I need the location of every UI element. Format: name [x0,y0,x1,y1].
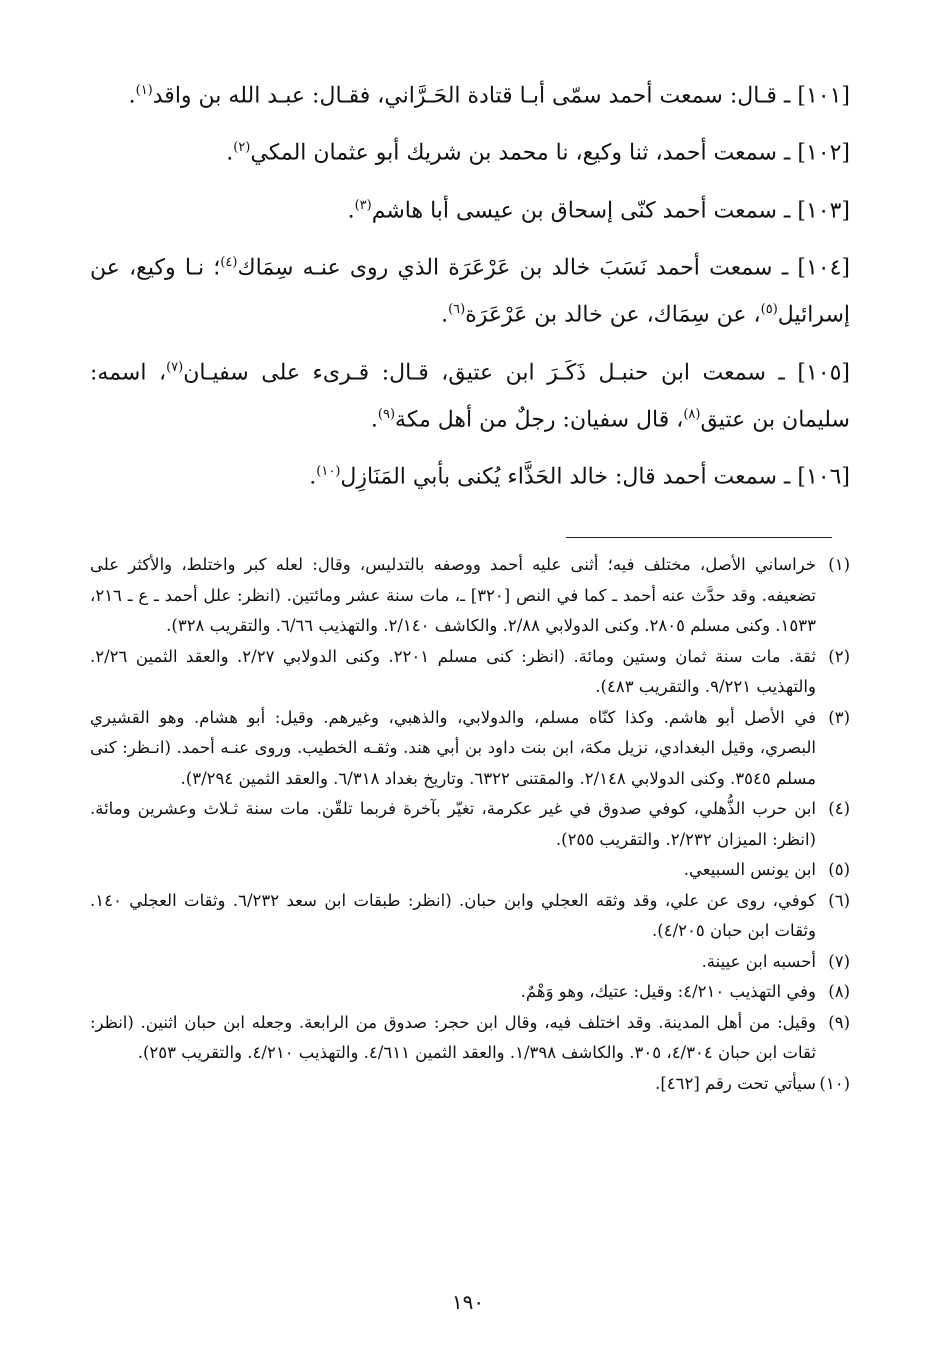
entry-end: . [128,83,136,109]
footnote-marker: (٤) [828,799,850,818]
footnote-ref[interactable]: (١٠) [316,464,341,480]
footnote-marker: (٩) [828,1012,850,1032]
footnote [90,550,850,642]
footnote-text: وفي التهذيب ٤/٢١٠: وقيل: عتيك، وهو وَهْمٌ. [520,982,816,1001]
footnote [90,794,850,855]
entry-number: [١٠٣] [797,197,850,223]
footnote [90,947,850,978]
footnote-text: خراساني الأصل، مختلف فيه؛ أثنى عليه أحمد ووصفه بالتدليس، وقال: لعله كبر واختلط، والأكثر على تضعيفه. وقد حدَّث عنه أحمد ـ كما في النص [٣٢٠] ـ، مات سنة عشر ومائتين. (انظر: علل أحمد ـ ع ـ ٢١٦، ١٥٣٣. وكنى مسلم ٢٨٠٥. وكنى الدولابي ٢/٨٨. والكاشف ٢/١٤٠. والتهذيب ٦/٦٦. والتقريب ٣٢٨). [90,555,816,635]
footnote [90,855,850,886]
page-number: ١٩٠ [451,1290,485,1314]
footnote-text: في الأصل أبو هاشم. وكذا كنّاه مسلم، والدولابي، والذهبي، وغيرهم. وقيل: أبو هشام. وهو القشيري البصري، وقيل البغدادي، نزيل مكة، ابن بنت داود بن أبي هند. وثقـه الخطيب. وروى عنـه أحمد. (انـظر: كنى مسلم ٣٥٤٥. وكنى الدولابي ٢/١٤٨. والمقتنى ٦٣٢٢. وتاريخ بغداد ٦/٣١٨. والعقد الثمين ٣/٢٩٤). [90,707,816,788]
entry-text: ـ سمعت أحمد، ثنا وكيع، نا محمد بن شريك أبو عثمان المكي [250,140,798,166]
entry-text: ـ سمعت أحمد نَسَبَ خالد بن عَرْعَرَة الذي روى عنـه سِمَاك [237,255,798,281]
footnote-ref[interactable]: (٣) [354,197,372,213]
footnote-ref[interactable]: (٧) [166,359,184,375]
footnote-ref[interactable]: (٤) [220,254,238,270]
entry-end: . [441,302,449,328]
main-text [90,70,850,509]
entry-end: . [347,197,355,223]
footnote-text: ابن يونس السبيعي. [683,860,816,879]
entry-number: [١٠٢] [797,140,850,166]
footnote [90,1069,850,1100]
footnote-marker: (٦) [828,890,850,910]
footnote-marker: (٨) [828,982,850,1001]
entry-number: [١٠١] [797,83,850,109]
footnote-marker: (١٠) [819,1073,850,1093]
entry-number: [١٠٦] [797,464,850,490]
footnote-marker: (٢) [828,646,850,666]
footnote-text: ثقة. مات سنة ثمان وستين ومائة. (انظر: كنى مسلم ٢٢٠١. وكنى الدولابي ٢/٢٧. والعقد الثمين ٢/٢٦. والتهذيب ٩/٢٢١. والتقريب ٤٨٣). [90,646,816,696]
entry-number: [١٠٤] [797,255,850,281]
footnote-ref[interactable]: (٩) [377,406,396,422]
footnote-marker: (٧) [828,951,850,971]
entry-text: ، قال سفيان: رجلٌ من أهل مكة [395,407,684,433]
entry-104 [90,242,850,337]
entry-text: ، عن سِمَاك، عن خالد بن عَرْعَرَة [465,302,761,328]
entry-text: ـ قـال: سمعت أحمد سمّى أبـا قتادة الحَـرَّاني، فقـال: عبـد الله بن واقد [152,83,798,109]
footnote [90,703,850,795]
footnote-text: سيأتي تحت رقم [٤٦٢]. [655,1073,816,1093]
footnote-ref[interactable]: (٦) [448,302,466,318]
entry-105 [90,347,850,442]
footnote [90,977,850,1008]
footnote-marker: (١) [828,555,850,574]
footnote-marker: (٥) [828,860,850,879]
footnote-text: وقيل: من أهل المدينة. وقد اختلف فيه، وقال ابن حجر: صدوق من الرابعة. وجعله ابن حبان اثنين. (انظر: ثقات ابن حبان ٤/٣٠٤، ٣٠٥. والكاشف ١/٣٩٨. والعقد الثمين ٤/٦١١. والتهذيب ٤/٢١٠. والتقريب ٢٥٣). [90,1012,816,1062]
footnote-ref[interactable]: (٢) [233,140,251,156]
entry-text: ؛ نـا وكيع، عن إسرائيل [90,255,850,328]
footnote [90,886,850,947]
entry-103 [90,185,850,232]
footnotes [90,550,850,1099]
footnote-text: كوفي، روى عن علي، وقد وثقه العجلي وابن حبان. (انظر: طبقات ابن سعد ٦/٢٣٢. وثقات العجلي ١٤٠. وثقات ابن حبان ٤/٢٠٥). [90,890,816,940]
footnote-text: ابن حرب الذُّهلي، كوفي صدوق في غير عكرمة، تغيّر بآخرة فربما تلقّن. مات سنة ثـلاث وعشرين ومائة. (انظر: الميزان ٢/٢٣٢. والتقريب ٢٥٥). [90,799,816,849]
entry-text: ، اسمه: سليمان بن عتيق [90,359,850,433]
entry-106 [90,451,850,498]
entry-end: . [226,140,234,166]
footnote-text: أحسبه ابن عيينة. [701,951,816,971]
entry-number: [١٠٥] [797,359,850,385]
entry-102 [90,127,850,174]
entry-end: . [370,407,378,433]
entry-end: . [309,464,317,490]
entry-101 [90,70,850,117]
footnote [90,1008,850,1069]
entry-text: ـ سمعت ابن حنبـل ذَكَـرَ ابن عتيق، قـال: قـرىء على سفيـان [183,359,798,385]
footnote-ref[interactable]: (٥) [760,302,778,318]
footnote-ref[interactable]: (١) [135,83,153,98]
footnote [90,642,850,703]
entry-text: ـ سمعت أحمد كنّى إسحاق بن عيسى أبا هاشم [371,197,798,223]
footnote-ref[interactable]: (٨) [683,406,701,422]
entry-text: ـ سمعت أحمد قال: خالد الحَذَّاء يُكنى بأبي المَنَازِل [340,464,798,490]
footnote-marker: (٣) [828,707,850,727]
footnote-separator [566,537,832,538]
